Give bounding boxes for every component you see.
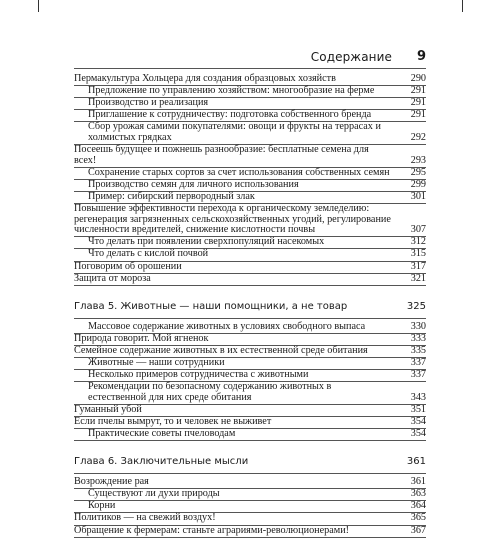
toc-entry-page: 293	[410, 154, 426, 166]
toc-entry-title: Возрождение рая	[74, 476, 149, 488]
toc-entry-title: Сохранение старых сортов за счет использования собственных семян	[88, 166, 390, 178]
toc-entry-page: 330	[410, 320, 426, 332]
toc-entry-page: 354	[410, 428, 426, 440]
crop-mark-right	[462, 0, 463, 12]
toc-entry-title: Приглашение к сотрудничеству: подготовка собственного бренда	[88, 109, 372, 121]
toc-entry-page: 361	[410, 476, 426, 488]
toc-entry-title: Существуют ли духи природы	[88, 488, 220, 500]
toc-entry-title: Что делать при появлении сверхпопуляций насекомых	[88, 236, 325, 248]
toc-entry-title: Сбор урожая самими покупателями: овощи и фрукты на террасах и холмистых грядках	[88, 121, 381, 143]
toc-chapter-heading	[74, 453, 426, 474]
toc-entry-page: 325	[406, 300, 426, 312]
toc-entry-page: 291	[410, 109, 426, 121]
toc-chapter-heading	[74, 298, 426, 319]
toc-entry-page: 333	[410, 332, 426, 344]
toc-entry-page: 301	[410, 190, 426, 202]
toc-entry-page: 335	[410, 344, 426, 356]
header-title: Содержание	[310, 50, 392, 64]
toc-entry-title: Обращение к фермерам: станьте аграриями-революционерами!	[74, 524, 350, 536]
running-header	[74, 50, 426, 69]
toc-entry-title: Пермакультура Хольцера для создания образцовых хозяйств	[74, 73, 336, 84]
toc-entry-page: 343	[410, 391, 426, 403]
toc-entry-page: 307	[410, 224, 426, 236]
toc-entry-page: 315	[410, 248, 426, 260]
toc-entry-page: 337	[410, 356, 426, 368]
toc-entry-title: Корни	[88, 500, 116, 512]
toc-entry-page: 337	[410, 369, 426, 381]
toc-entry-title: Гуманный убой	[74, 403, 142, 415]
toc-entry-title: Повышение эффективности перехода к органическому земледелию: регенерация загрязненных сельскохозяйственных угодий, регулирование численности вредителей, снижение кислотности почвы	[74, 203, 391, 236]
toc-entry-title: Массовое содержание животных в условиях свободного выпаса	[88, 320, 366, 332]
toc-entry-title: Несколько примеров сотрудничества с животными	[88, 369, 309, 381]
toc-entry-page: 351	[410, 403, 426, 415]
toc-entry-title: Посеешь будущее и пожнешь разнообразие: бесплатные семена для всех!	[74, 144, 369, 166]
toc-entry-page: 354	[410, 415, 426, 427]
toc-entry	[74, 274, 426, 286]
toc-entry	[74, 513, 426, 525]
toc-entry-title: Что делать с кислой почвой	[88, 248, 209, 260]
toc-entry-title: Семейное содержание животных в их естественной среде обитания	[74, 344, 368, 356]
toc-entry	[74, 204, 426, 237]
toc-entry	[74, 429, 426, 441]
toc-entry-title: Производство и реализация	[88, 97, 209, 109]
table-of-contents	[74, 74, 426, 538]
toc-entry-page: 312	[410, 236, 426, 248]
toc-entry-page: 367	[410, 524, 426, 536]
toc-entry-title: Производство семян для личного использования	[88, 178, 299, 190]
toc-entry-title: Природа говорит. Мой ягненок	[74, 332, 209, 344]
toc-entry	[74, 526, 426, 538]
page-number: 9	[416, 49, 426, 64]
toc-entry-page: 291	[410, 97, 426, 109]
toc-entry-title: Поговорим об орошении	[74, 260, 182, 272]
toc-entry-title: Практические советы пчеловодам	[88, 428, 236, 440]
toc-entry-title: Политиков — на свежий воздух!	[74, 512, 216, 524]
toc-entry	[74, 262, 426, 274]
toc-entry-page: 365	[410, 512, 426, 524]
toc-entry-page: 364	[410, 500, 426, 512]
toc-entry-page: 299	[410, 178, 426, 190]
toc-entry-title: Глава 6. Заключительные мысли	[74, 456, 249, 468]
toc-entry	[74, 249, 426, 261]
toc-entry-page: 321	[410, 272, 426, 284]
toc-entry-page: 290	[410, 73, 426, 84]
toc-entry	[74, 122, 426, 145]
toc-entry-page: 295	[410, 166, 426, 178]
toc-entry-title: Если пчелы вымрут, то и человек не выживет	[74, 415, 272, 427]
toc-entry	[74, 322, 426, 334]
toc-entry-title: Защита от мороза	[74, 272, 151, 284]
toc-entry-page: 363	[410, 488, 426, 500]
toc-entry	[74, 145, 426, 168]
toc-entry-page: 317	[410, 260, 426, 272]
toc-entry-title: Животные — наши сотрудники	[88, 356, 225, 368]
crop-mark-left	[38, 0, 39, 12]
toc-entry-page: 291	[410, 85, 426, 97]
toc-entry	[74, 382, 426, 405]
toc-entry-title: Глава 5. Животные — наши помощники, а не товар	[74, 300, 348, 312]
toc-entry-page: 292	[410, 131, 426, 143]
toc-entry-title: Пример: сибирский первородный злак	[88, 190, 255, 202]
toc-entry-title: Предложение по управлению хозяйством: многообразие на ферме	[88, 85, 375, 97]
toc-entry	[74, 489, 426, 501]
toc-entry-title: Рекомендации по безопасному содержанию животных в естественной для них среде обитания	[88, 381, 332, 403]
toc-entry	[74, 501, 426, 513]
toc-entry-page: 361	[406, 456, 426, 468]
